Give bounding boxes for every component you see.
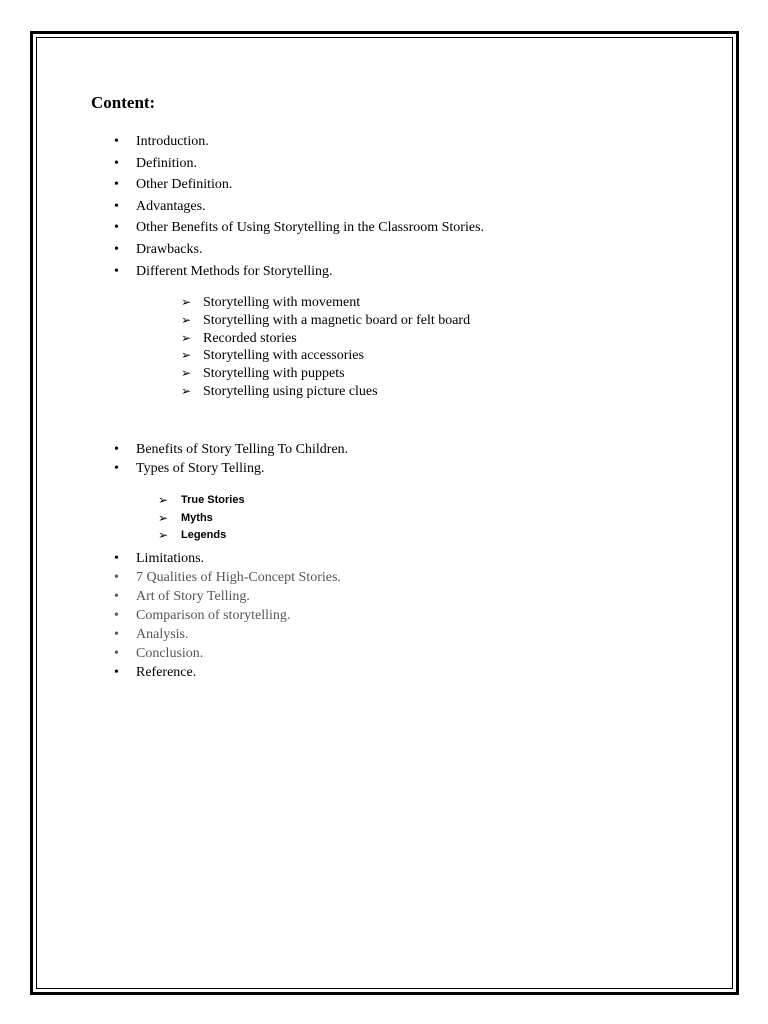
list-item: • Types of Story Telling.: [0, 459, 348, 478]
sub-list-item: ➢ True Stories: [0, 492, 245, 510]
sub-list-item: ➢ Storytelling using picture clues: [0, 383, 470, 401]
list-item: • Analysis.: [0, 625, 341, 644]
list-item: • Different Methods for Storytelling.: [0, 261, 484, 283]
sub-list-item: ➢ Storytelling with accessories: [0, 347, 470, 365]
list-item: • Conclusion.: [0, 644, 341, 663]
list-item: • Reference.: [0, 663, 341, 682]
contents-list: [0, 131, 484, 282]
list-item: • Introduction.: [0, 131, 484, 153]
list-item: • Drawbacks.: [0, 239, 484, 261]
sub-list-item: ➢ Storytelling with movement: [0, 294, 470, 312]
list-item: • Benefits of Story Telling To Children.: [0, 440, 348, 459]
list-item: • Other Definition.: [0, 174, 484, 196]
sub-list-item: ➢ Legends: [0, 527, 245, 545]
list-item: • Advantages.: [0, 196, 484, 218]
list-item: • 7 Qualities of High-Concept Stories.: [0, 568, 341, 587]
storytelling-methods-list: [0, 294, 470, 401]
list-item: • Art of Story Telling.: [0, 587, 341, 606]
list-item: • Limitations.: [0, 549, 341, 568]
sub-list-item: ➢ Myths: [0, 510, 245, 528]
list-item: • Comparison of storytelling.: [0, 606, 341, 625]
story-types-list: [0, 492, 245, 545]
contents-list-continued: [0, 440, 348, 478]
sub-list-item: ➢ Storytelling with puppets: [0, 365, 470, 383]
contents-list-final: [0, 549, 341, 682]
sub-list-item: ➢ Storytelling with a magnetic board or felt board: [0, 312, 470, 330]
sub-list-item: ➢ Recorded stories: [0, 330, 470, 348]
list-item: • Definition.: [0, 153, 484, 175]
list-item: • Other Benefits of Using Storytelling in the Classroom Stories.: [0, 217, 484, 239]
contents-heading: Content:: [91, 93, 156, 112]
